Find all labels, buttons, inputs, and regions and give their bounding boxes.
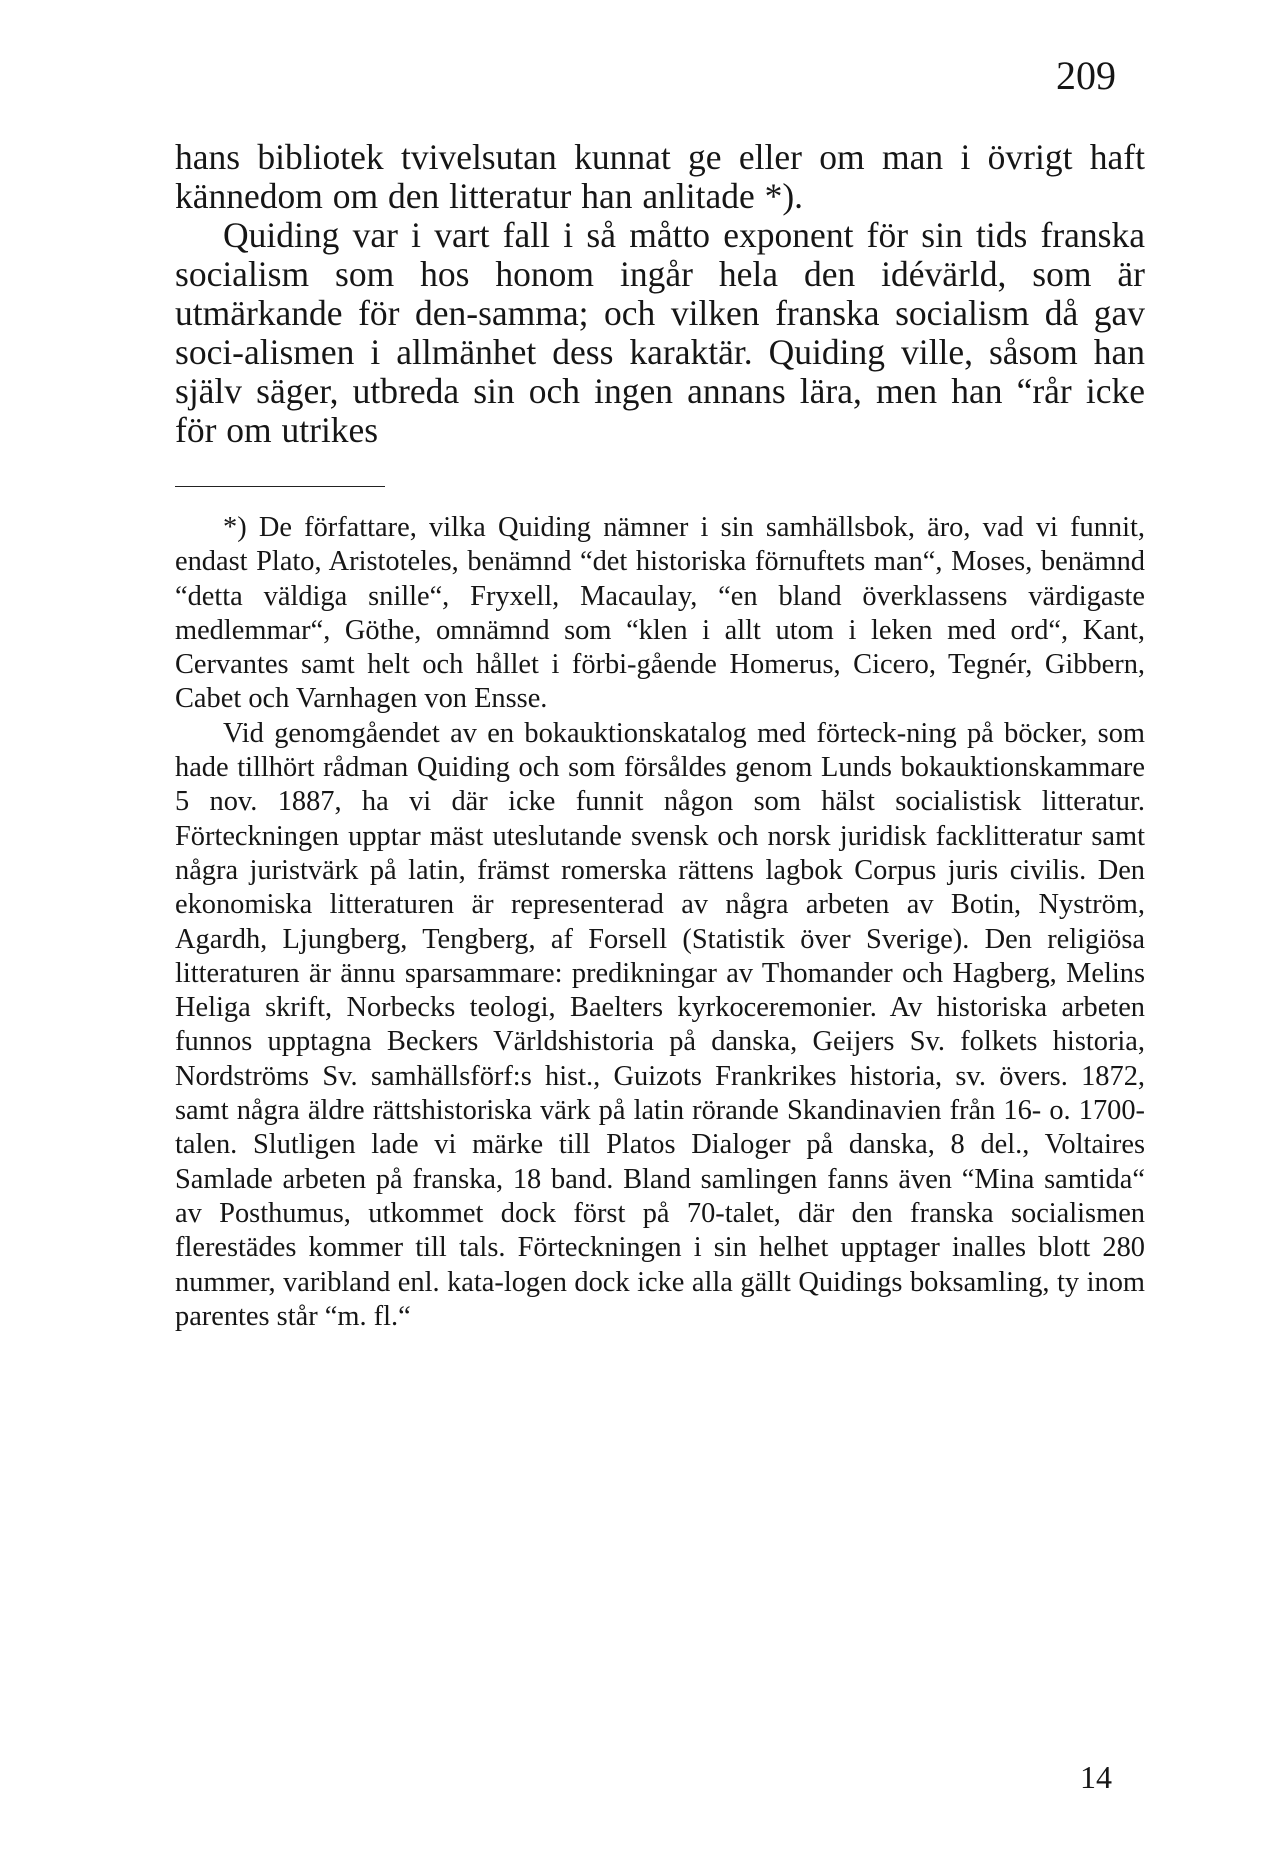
body-text xyxy=(175,138,1145,1334)
signature-mark: 14 xyxy=(1080,1759,1112,1795)
footnote-divider xyxy=(175,486,385,487)
page-number: 209 xyxy=(1056,53,1116,98)
footnote-paragraph: Vid genomgåendet av en bokauktionskatalog med förteck-ning på böcker, som hade tillhört rådman Quiding och som försåldes genom Lunds bokauktionskammare 5 nov. 1887, ha vi där icke funnit någon som hälst socialistisk litteratur. Förteckningen upptar mäst uteslutande svensk och norsk juridisk facklitteratur samt några juristvärk på latin, främst romerska rättens lagbok Corpus juris civilis. Den ekonomiska litteraturen är representerad av några arbeten av Botin, Nyström, Agardh, Ljungberg, Tengberg, af Forsell (Statistik över Sverige). Den religiösa litteraturen är ännu sparsammare: predikningar av Thomander och Hagberg, Melins Heliga skrift, Norbecks teologi, Baelters kyrkoceremonier. Av historiska arbeten funnos upptagna Beckers Världshistoria på danska, Geijers Sv. folkets historia, Nordströms Sv. samhällsförf:s hist., Guizots Frankrikes historia, sv. övers. 1872, samt några äldre rättshistoriska värk på latin rörande Skandinavien från 16- o. 1700-talen. Slutligen lade vi märke till Platos Dialoger på danska, 8 del., Voltaires Samlade arbeten på franska, 18 band. Bland samlingen fanns även “Mina samtida“ av Posthumus, utkommet dock först på 70-talet, där den franska socialismen flerestädes kommer till tals. Förteckningen i sin helhet upptager inalles blott 280 nummer, varibland enl. kata-logen dock icke alla gällt Quidings boksamling, ty inom parentes står “m. fl.“ xyxy=(175,717,1145,1332)
main-paragraph: hans bibliotek tvivelsutan kunnat ge eller om man i övrigt haft kännedom om den litteratur han anlitade *). xyxy=(175,137,1145,216)
footnote-paragraph: *) De författare, vilka Quiding nämner i sin samhällsbok, äro, vad vi funnit, endast Plato, Aristoteles, benämnd “det historiska förnuftets man“, Moses, benämnd “detta väldiga snille“, Fryxell, Macaulay, “en bland överklassens värdigaste medlemmar“, Göthe, omnämnd som “klen i allt utom i leken med ord“, Kant, Cervantes samt helt och hållet i förbi-gående Homerus, Cicero, Tegnér, Gibbern, Cabet och Varnhagen von Ensse. xyxy=(175,512,1145,715)
main-paragraph: Quiding var i vart fall i så måtto exponent för sin tids franska socialism som hos honom ingår hela den idévärld, som är utmärkande för den-samma; och vilken franska socialism då gav soci-alismen i allmänhet dess karaktär. Quiding ville, såsom han själv säger, utbreda sin och ingen annans lära, men han “rår icke för om utrikes xyxy=(175,215,1145,450)
